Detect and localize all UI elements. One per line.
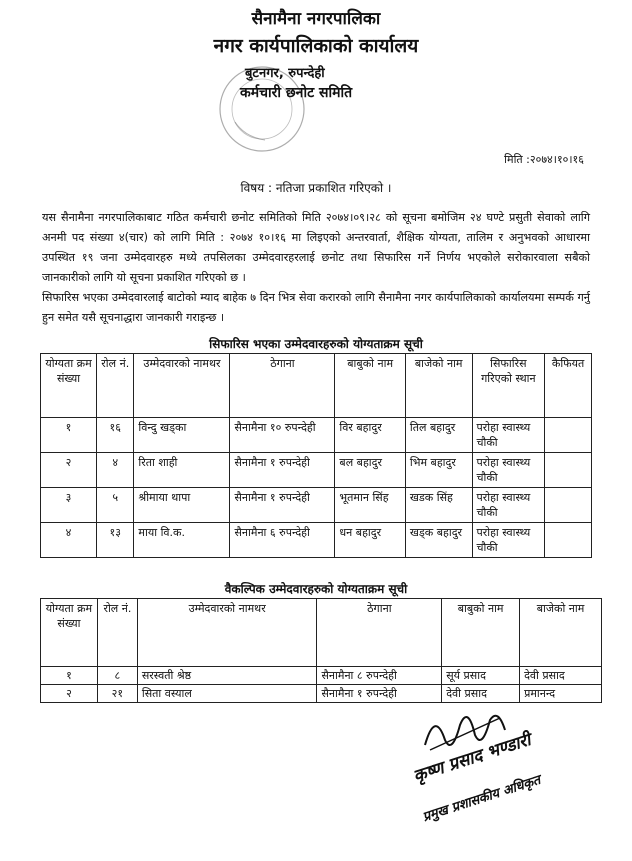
- col-header-name: उम्मेदवारको नामथर: [134, 354, 230, 418]
- cell-name: माया वि.क.: [134, 523, 230, 558]
- cell-address: सैनामैना ६ रुपन्देही: [230, 523, 335, 558]
- signatory-title: प्रमुख प्रशासकीय अधिकृत: [420, 772, 543, 826]
- cell-father: भूतमान सिंह: [335, 488, 405, 523]
- alternate-list-title: वैकल्पिक उम्मेदवारहरुको योग्यताक्रम सूची: [224, 582, 408, 596]
- col-header-address: ठेगाना: [230, 354, 335, 418]
- cell-posting: परोहा स्वास्थ्य चौकी: [472, 453, 545, 488]
- cell-father: धन बहादुर: [335, 523, 405, 558]
- col-header-roll: रोल नं.: [97, 599, 137, 667]
- cell-name: श्रीमाया थापा: [134, 488, 230, 523]
- cell-grandfather: खडक सिंह: [405, 488, 472, 523]
- cell-remarks: [545, 418, 592, 453]
- cell-rank: ४: [41, 523, 97, 558]
- col-header-rank: योग्यता क्रम संख्या: [41, 599, 98, 667]
- cell-roll: ४: [97, 453, 134, 488]
- alternate-candidates-table: [40, 598, 602, 703]
- col-header-father: बाबुको नाम: [442, 599, 520, 667]
- cell-rank: १: [41, 667, 98, 685]
- cell-remarks: [545, 453, 592, 488]
- cell-rank: ३: [41, 488, 97, 523]
- cell-grandfather: प्रमानन्द: [520, 685, 602, 703]
- cell-grandfather: तिल बहादुर: [405, 418, 472, 453]
- cell-rank: २: [41, 453, 97, 488]
- table-row: [41, 685, 602, 703]
- table-header-row: [41, 599, 602, 667]
- recommended-candidates-table: [40, 353, 592, 558]
- col-header-posting: सिफारिस गरिएको स्थान: [472, 354, 545, 418]
- cell-name: विन्दु खड्का: [134, 418, 230, 453]
- cell-address: सैनामैना १० रुपन्देही: [230, 418, 335, 453]
- cell-posting: परोहा स्वास्थ्य चौकी: [472, 523, 545, 558]
- cell-roll: १३: [97, 523, 134, 558]
- cell-address: सैनामैना १ रुपन्देही: [230, 488, 335, 523]
- cell-remarks: [545, 523, 592, 558]
- table-row: [41, 667, 602, 685]
- municipality-name: सैनामैना नगरपालिका: [251, 9, 381, 29]
- table-row: [41, 488, 592, 523]
- cell-roll: २१: [97, 685, 137, 703]
- col-header-grandfather: बाजेको नाम: [520, 599, 602, 667]
- col-header-rank: योग्यता क्रम संख्या: [41, 354, 97, 418]
- cell-rank: १: [41, 418, 97, 453]
- cell-roll: ५: [97, 488, 134, 523]
- table-row: [41, 523, 592, 558]
- recommended-list-title: सिफारिस भएका उम्मेदवारहरुको योग्यताक्रम सूची: [209, 337, 423, 351]
- col-header-address: ठेगाना: [317, 599, 442, 667]
- cell-address: सैनामैना १ रुपन्देही: [317, 685, 442, 703]
- cell-father: विर बहादुर: [335, 418, 405, 453]
- cell-grandfather: खड्क बहादुर: [405, 523, 472, 558]
- cell-address: सैनामैना १ रुपन्देही: [230, 453, 335, 488]
- committee-name: कर्मचारी छनोट समिति: [240, 85, 353, 101]
- office-name: नगर कार्यपालिकाको कार्यालय: [213, 35, 419, 57]
- cell-rank: २: [41, 685, 98, 703]
- notice-body: [42, 208, 590, 328]
- cell-name: सरस्वती श्रेष्ठ: [137, 667, 317, 685]
- col-header-roll: रोल नं.: [97, 354, 134, 418]
- signatory-name: कृष्ण प्रसाद भण्डारी: [410, 730, 534, 787]
- table-row: [41, 418, 592, 453]
- cell-grandfather: भिम बहादुर: [405, 453, 472, 488]
- cell-father: सूर्य प्रसाद: [442, 667, 520, 685]
- cell-name: रिता शाही: [134, 453, 230, 488]
- col-header-father: बाबुको नाम: [335, 354, 405, 418]
- cell-father: बल बहादुर: [335, 453, 405, 488]
- cell-roll: ८: [97, 667, 137, 685]
- col-header-grandfather: बाजेको नाम: [405, 354, 472, 418]
- cell-posting: परोहा स्वास्थ्य चौकी: [472, 418, 545, 453]
- body-paragraph-1: यस सैनामैना नगरपालिकाबाट गठित कर्मचारी छनोट समितिको मिति २०७४।०९।२८ को सूचना बमोजिम २४ घण्टे प्रसुती सेवाको लागि अनमी पद संख्या ४(चार) को लागि मिति : २०७४ १०।१६ मा लिइएको अन्तरवार्ता, शैक्षिक योग्यता, तालिम र अनुभवको आधारमा उपस्थित १९ जना उम्मेदवारहरु मध्ये तपसिलका उम्मेदवारहरलाई छनोट तथा सिफारिस गर्ने निर्णय भएकोले सरोकारवाला सबैको जानकारीको लागि यो सूचना प्रकाशित गरिएको छ ।: [42, 211, 590, 284]
- col-header-remarks: कैफियत: [545, 354, 592, 418]
- cell-grandfather: देवी प्रसाद: [520, 667, 602, 685]
- col-header-name: उम्मेदवारको नामथर: [137, 599, 317, 667]
- table-row: [41, 453, 592, 488]
- cell-remarks: [545, 488, 592, 523]
- table-header-row: [41, 354, 592, 418]
- cell-name: सिता वस्याल: [137, 685, 317, 703]
- cell-roll: १६: [97, 418, 134, 453]
- notice-date: मिति :२०७४।१०।१६: [504, 153, 584, 166]
- body-paragraph-2: सिफारिस भएका उम्मेदवारलाई बाटोको म्याद बाहेक ७ दिन भित्र सेवा करारको लागि सैनामैना नगर कार्यपालिकाको कार्यालयमा सम्पर्क गर्नु हुन समेत यसै सूचनाद्धारा जानकारी गराइन्छ ।: [42, 291, 590, 324]
- cell-address: सैनामैना ८ रुपन्देही: [317, 667, 442, 685]
- office-address: बुटनगर, रुपन्देही: [245, 66, 325, 81]
- notice-subject: विषय : नतिजा प्रकाशित गरिएको ।: [240, 181, 392, 195]
- cell-father: देवी प्रसाद: [442, 685, 520, 703]
- cell-posting: परोहा स्वास्थ्य चौकी: [472, 488, 545, 523]
